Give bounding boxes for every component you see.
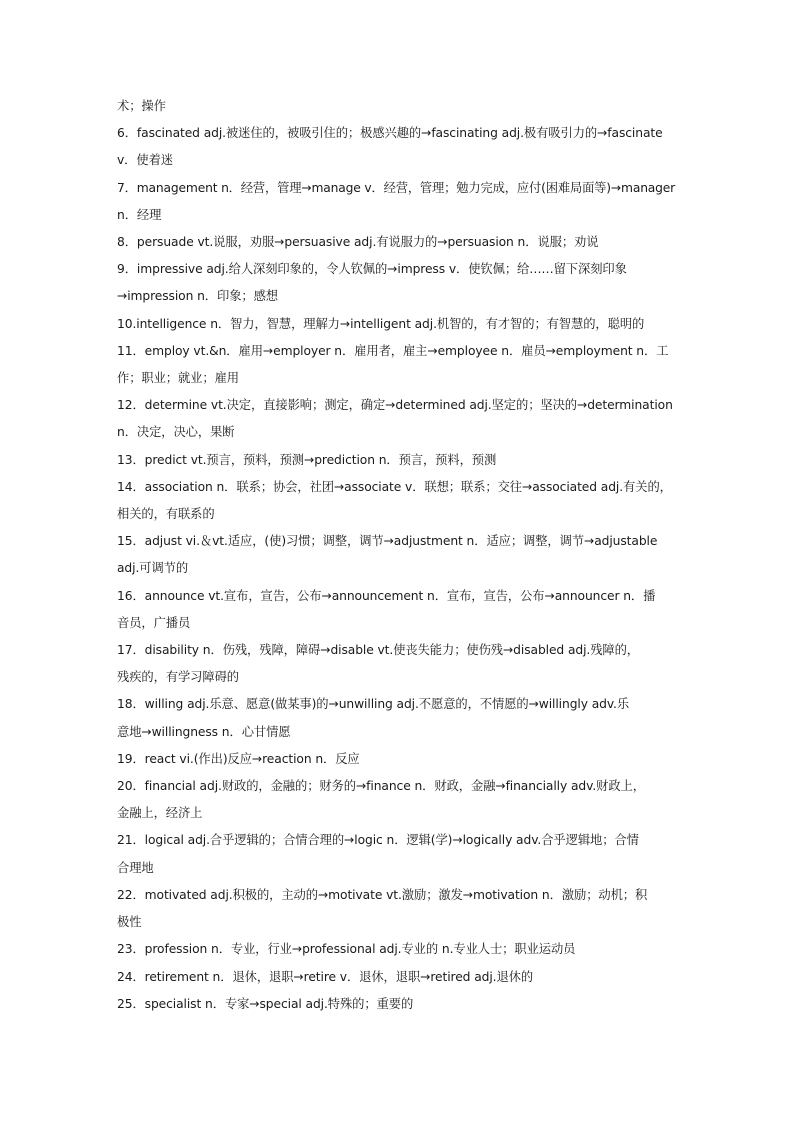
text-line: [117, 147, 679, 174]
text-line: [117, 447, 679, 474]
text-line: [117, 719, 679, 746]
text-line-content: v．使着迷: [117, 153, 173, 168]
text-line: [117, 991, 679, 1018]
text-line: [117, 773, 679, 800]
text-line: [117, 392, 679, 419]
text-line-content: 18．willing adj.乐意、愿意(做某事)的→unwilling adj.不愿意的，不情愿的→willingly adv.乐: [117, 697, 630, 712]
text-line: [117, 909, 679, 936]
text-line: [117, 827, 679, 854]
text-line: [117, 256, 679, 283]
text-line: [117, 746, 679, 773]
text-line: [117, 528, 679, 555]
text-line: [117, 175, 679, 202]
text-line-content: 15．adjust vi.＆vt.适应，(使)习惯；调整，调节→adjustment n．适应；调整，调节→adjustable: [117, 534, 658, 549]
text-line-content: 意地→willingness n．心甘情愿: [117, 724, 291, 739]
text-line: [117, 419, 679, 446]
text-line: [117, 474, 679, 501]
text-line-content: →impression n．印象；感想: [117, 289, 278, 304]
text-line: [117, 202, 679, 229]
text-line-content: 13．predict vt.预言，预料，预测→prediction n．预言，预料，预测: [117, 452, 497, 467]
text-line: [117, 583, 679, 610]
text-line: [117, 311, 679, 338]
text-line: [117, 283, 679, 310]
text-line-content: 12．determine vt.决定，直接影响；测定，确定→determined adj.坚定的；坚决的→determination: [117, 398, 673, 413]
text-line-content: 金融上，经济上: [117, 806, 203, 821]
text-line: [117, 555, 679, 582]
text-line-content: 音员，广播员: [117, 615, 191, 630]
vocabulary-list: [117, 93, 679, 1018]
text-line: [117, 120, 679, 147]
text-line-content: n．决定，决心，果断: [117, 425, 235, 440]
text-line-content: 21．logical adj.合乎逻辑的；合情合理的→logic n．逻辑(学)→logically adv.合乎逻辑地；合情: [117, 833, 639, 848]
text-line-content: 极性: [117, 915, 142, 930]
text-line: [117, 855, 679, 882]
text-line-content: adj.可调节的: [117, 561, 189, 576]
text-line-content: 14．association n．联系；协会，社团→associate v．联想；联系；交往→associated adj.有关的，: [117, 479, 672, 494]
text-line-content: 10.intelligence n．智力，智慧，理解力→intelligent adj.机智的，有才智的；有智慧的，聪明的: [117, 316, 645, 331]
text-line: [117, 229, 679, 256]
text-line-content: 残疾的，有学习障碍的: [117, 670, 239, 685]
text-line: [117, 93, 679, 120]
text-line: [117, 501, 679, 528]
text-line: [117, 964, 679, 991]
text-line: [117, 800, 679, 827]
text-line-content: 22．motivated adj.积极的，主动的→motivate vt.激励；激发→motivation n．激励；动机；积: [117, 887, 648, 902]
text-line: [117, 936, 679, 963]
text-line-content: 9．impressive adj.给人深刻印象的，令人钦佩的→impress v．使钦佩；给……留下深刻印象: [117, 262, 627, 277]
text-line: [117, 338, 679, 365]
text-line: [117, 664, 679, 691]
text-line-content: 17．disability n．伤残，残障，障碍→disable vt.使丧失能力；使伤残→disabled adj.残障的，: [117, 643, 640, 658]
text-line-content: 25．specialist n．专家→special adj.特殊的；重要的: [117, 996, 414, 1011]
text-line-content: 8．persuade vt.说服，劝服→persuasive adj.有说服力的→persuasion n．说服；劝说: [117, 235, 599, 250]
text-line-content: 合理地: [117, 860, 154, 875]
text-line: [117, 365, 679, 392]
text-line-content: 20．financial adj.财政的，金融的；财务的→finance n．财政，金融→financially adv.财政上，: [117, 779, 645, 794]
text-line-content: 16．announce vt.宣布，宣告，公布→announcement n．宣布，宣告，公布→announcer n．播: [117, 588, 656, 603]
text-line: [117, 882, 679, 909]
text-line-content: 7．management n．经营，管理→manage v．经营，管理；勉力完成，应付(困难局面等)→manager: [117, 180, 676, 195]
text-line: [117, 610, 679, 637]
text-line: [117, 637, 679, 664]
text-line-content: 11．employ vt.&n．雇用→employer n．雇用者，雇主→employee n．雇员→employment n．工: [117, 343, 669, 358]
text-line-content: 6．fascinated adj.被迷住的，被吸引住的；极感兴趣的→fascinating adj.极有吸引力的→fascinate: [117, 126, 663, 141]
text-line-content: 24．retirement n．退休，退职→retire v．退休，退职→retired adj.退休的: [117, 969, 534, 984]
text-line-content: 19．react vi.(作出)反应→reaction n．反应: [117, 751, 360, 766]
text-line-content: 术；操作: [117, 99, 166, 113]
text-line-content: 作；职业；就业；雇用: [117, 371, 239, 386]
text-line-content: n．经理: [117, 207, 162, 222]
text-line: [117, 691, 679, 718]
text-line-content: 相关的，有联系的: [117, 507, 215, 522]
text-line-content: 23．profession n．专业，行业→professional adj.专业的 n.专业人士；职业运动员: [117, 942, 576, 957]
